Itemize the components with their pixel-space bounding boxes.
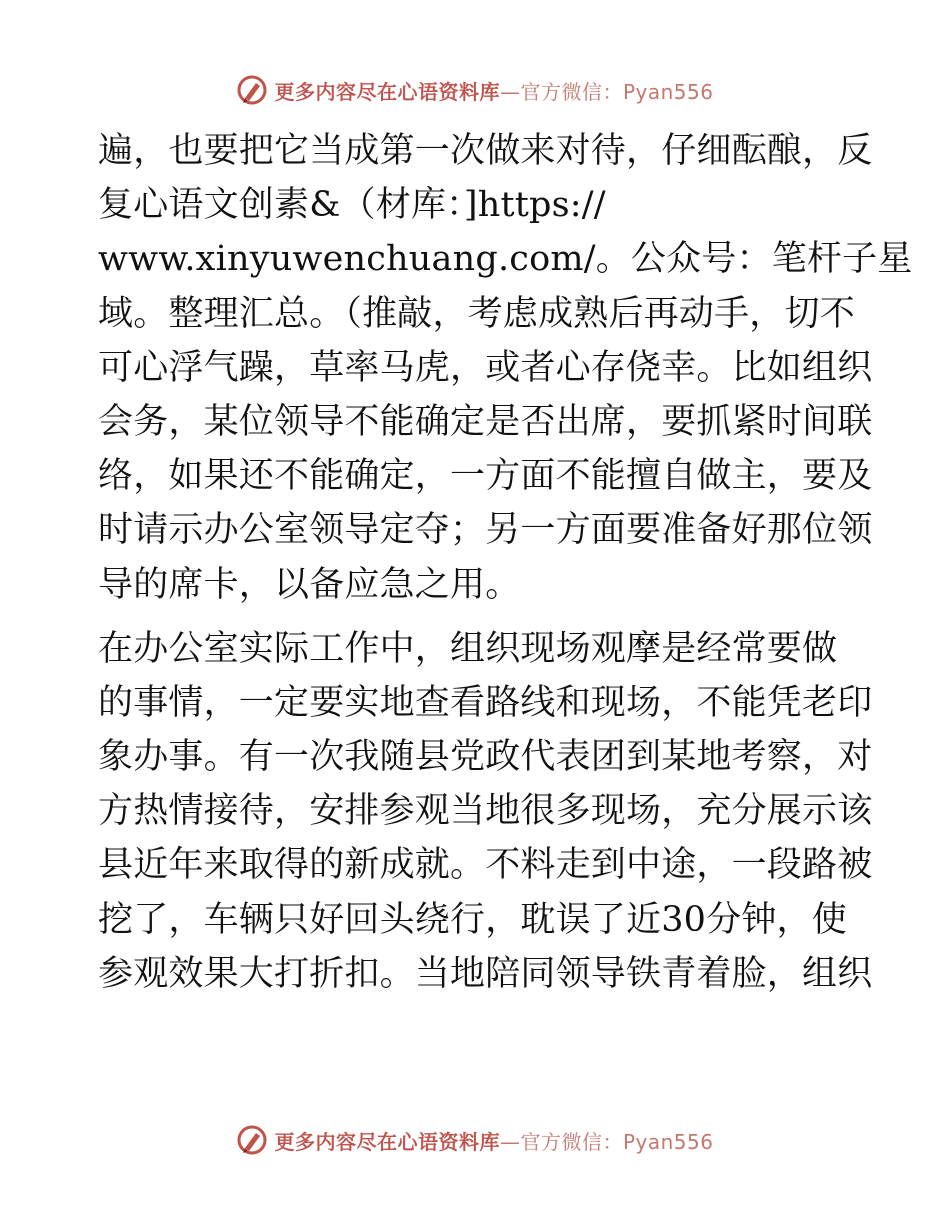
text-line: 象办事。有一次我随县党政代表团到某地考察，对 <box>98 737 873 778</box>
document-body <box>98 124 913 1001</box>
text-line: www.xinyuwenchuang.com/。公众号：笔杆子星 <box>98 239 913 280</box>
header-banner <box>0 70 950 110</box>
text-line: 的事情，一定要实地查看路线和现场，不能凭老印 <box>98 682 873 723</box>
text-line: 导的席卡，以备应急之用。 <box>98 564 521 605</box>
text-line: 遍，也要把它当成第一次做来对待，仔细酝酿，反 <box>98 131 873 171</box>
paragraph-2 <box>98 622 873 1001</box>
text-line: 县近年来取得的新成就。不料走到中途，一段路被 <box>98 845 873 886</box>
text-line: 复心语文创素&（材库：]https:// <box>98 185 606 226</box>
banner-dash: — <box>499 79 521 104</box>
banner-wechat: 官方微信：Pyan556 <box>520 79 714 104</box>
paragraph-gap <box>98 612 858 622</box>
text-line: 络，如果还不能确定，一方面不能擅自做主，要及 <box>98 456 873 497</box>
text-line: 方热情接待，安排参观当地很多现场，充分展示该 <box>98 791 873 832</box>
pen-logo-icon <box>236 1124 268 1156</box>
banner-dash: — <box>499 1129 521 1154</box>
text-line: 在办公室实际工作中，组织现场观摩是经常要做 <box>98 628 838 669</box>
text-line: 挖了，车辆只好回头绕行，耽误了近30分钟，使 <box>98 899 847 940</box>
banner-text <box>274 1126 713 1155</box>
banner-title: 更多内容尽在心语资料库 <box>274 1129 500 1154</box>
banner-text <box>274 76 713 105</box>
paragraph-1 <box>98 124 913 612</box>
pen-logo-icon <box>236 74 268 106</box>
text-line: 会务，某位领导不能确定是否出席，要抓紧时间联 <box>98 401 873 442</box>
banner-title: 更多内容尽在心语资料库 <box>274 79 500 104</box>
text-line: 可心浮气躁，草率马虎，或者心存侥幸。比如组织 <box>98 347 873 388</box>
footer-banner <box>0 1120 950 1160</box>
banner-wechat: 官方微信：Pyan556 <box>520 1129 714 1154</box>
text-line: 域。整理汇总。（推敲，考虑成熟后再动手，切不 <box>98 293 855 334</box>
text-line: 参观效果大打折扣。当地陪同领导铁青着脸，组织 <box>98 953 873 994</box>
text-line: 时请示办公室领导定夺；另一方面要准备好那位领 <box>98 510 873 551</box>
